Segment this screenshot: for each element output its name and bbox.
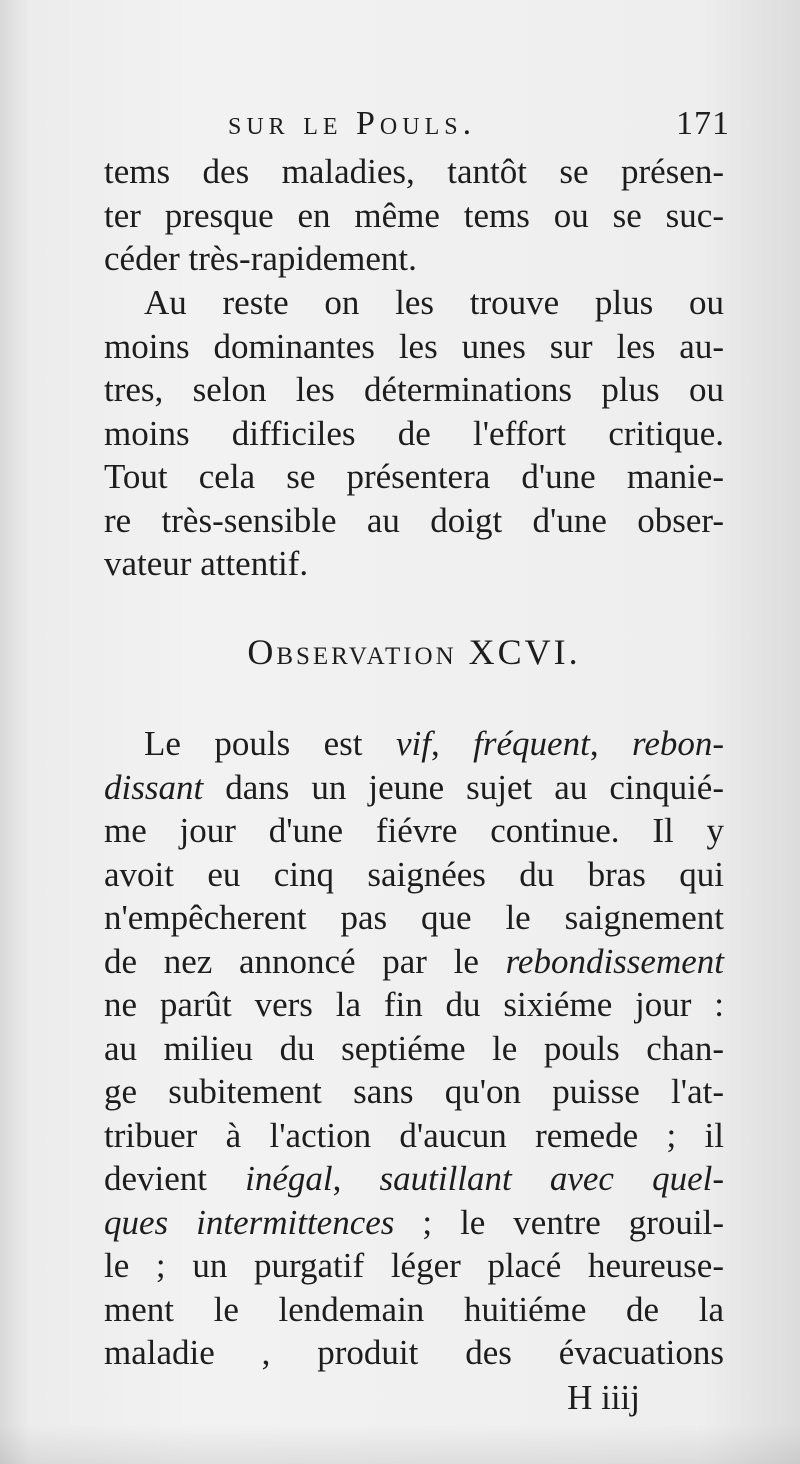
text-line: devient inégal, sautillant avec quel- [104, 1159, 724, 1198]
text-line: ment le lendemain huitiéme de la [104, 1289, 724, 1329]
text-line: Le pouls est vif, fréquent, rebon- [144, 724, 725, 763]
observation-title: Observation XCVI. [247, 632, 581, 672]
page-number: 171 [676, 105, 730, 142]
text-line: tres, selon les déterminations plus ou [104, 370, 724, 409]
text-line: ques intermittences ; le ventre grouil- [104, 1202, 724, 1242]
text-line: re très-sensible au doigt d'une obser- [104, 500, 724, 540]
text-line: céder très-rapidement. [104, 239, 417, 278]
page-shadow [0, 1424, 800, 1464]
text-line: moins difficiles de l'effort critique. [104, 413, 724, 453]
text-line: le ; un purgatif léger placé heureuse- [104, 1246, 724, 1285]
text-line: vateur attentif. [104, 544, 309, 583]
text-line: avoit eu cinq saignées du bras qui [104, 854, 724, 894]
text-line: tribuer à l'action d'aucun remede ; il [104, 1115, 724, 1155]
text-line: me jour d'une fiévre continue. Il y [104, 811, 724, 850]
text-line: moins dominantes les unes sur les au- [104, 326, 724, 366]
text-line: ne parût vers la fin du sixiéme jour : [104, 985, 724, 1024]
text-line: de nez annoncé par le rebondissement [104, 941, 724, 981]
text-line: tems des maladies, tantôt se présen- [104, 152, 724, 191]
text-line: au milieu du septiéme le pouls chan- [104, 1028, 724, 1068]
paragraph-continuation [104, 150, 724, 281]
page-header [100, 104, 730, 144]
running-head: sur le Pouls. [228, 105, 477, 142]
paragraph-au-reste [104, 281, 724, 586]
text-line: ge subitement sans qu'on puisse l'at- [104, 1072, 724, 1111]
text-line: maladie , produit des évacuations [104, 1333, 724, 1372]
text-line: n'empêcherent pas que le saignement [104, 898, 724, 937]
text-line: Au reste on les trouve plus ou [144, 283, 724, 322]
catchword: H iiij [567, 1378, 640, 1417]
text-line: dissant dans un jeune sujet au cinquié- [104, 767, 724, 807]
paragraph-observation [104, 722, 724, 1375]
text-line: Tout cela se présentera d'une manie- [104, 457, 724, 496]
text-line: ter presque en même tems ou se suc- [104, 195, 724, 235]
